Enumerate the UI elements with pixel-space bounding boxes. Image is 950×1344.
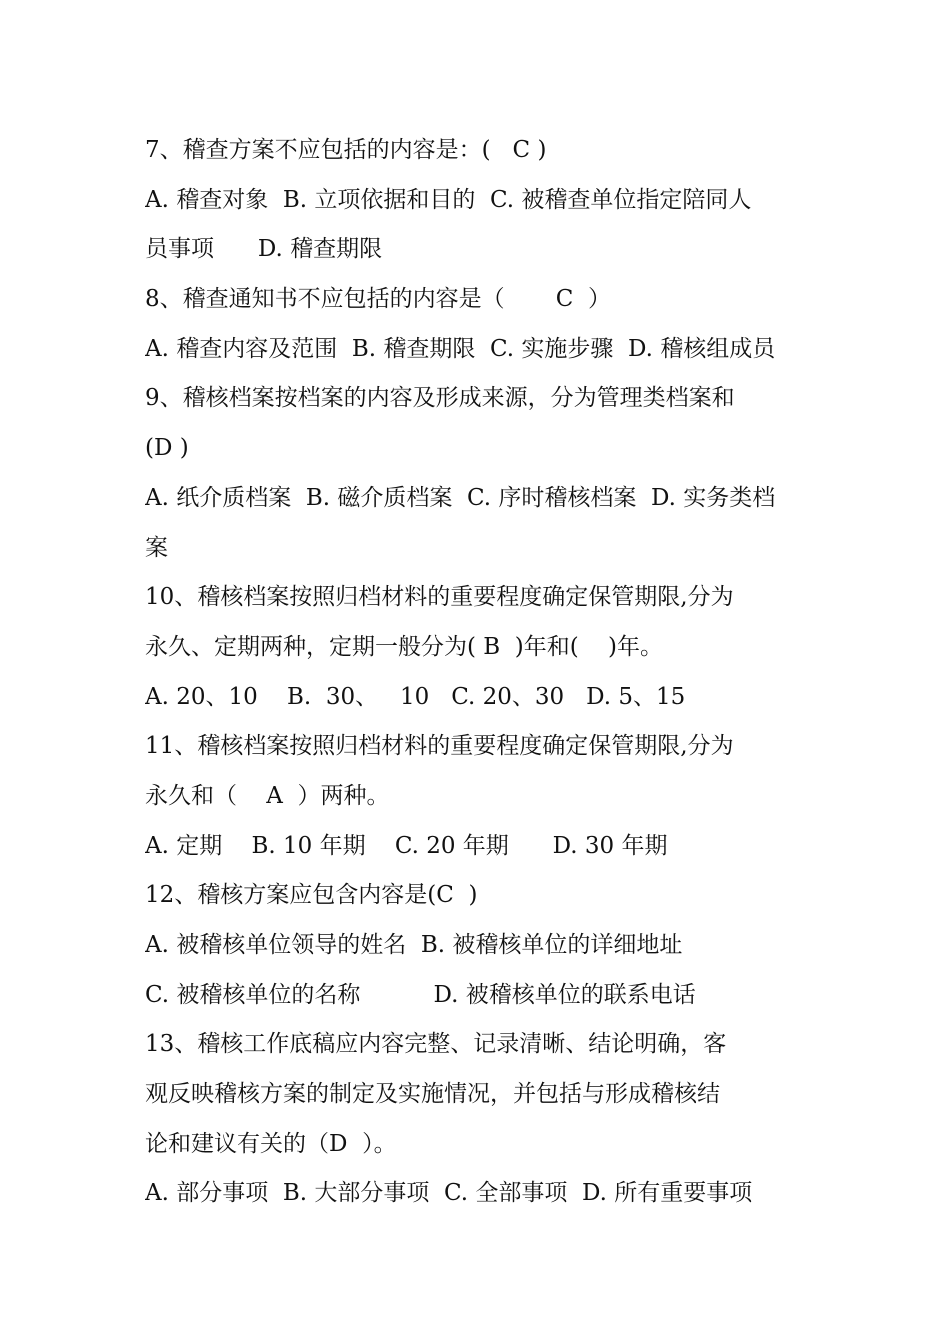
question-10-stem-cont: 永久、定期两种，定期一般分为( B )年和( )年。: [145, 633, 663, 660]
question-9-options-cont: 案: [145, 534, 168, 561]
question-11-stem: 11、稽核档案按照归档材料的重要程度确定保管期限,分为: [145, 733, 734, 760]
question-7-options-cont: 员事项 D. 稽查期限: [145, 236, 383, 263]
question-9-stem-cont: (D ): [145, 435, 189, 462]
question-10-options: A. 20、10 B. 30、 10 C. 20、30 D. 5、15: [145, 683, 686, 710]
question-7-stem: 7、稽查方案不应包括的内容是：( C ): [145, 137, 547, 163]
question-9-stem: 9、稽核档案按档案的内容及形成来源，分为管理类档案和: [145, 385, 735, 412]
question-13-stem: 13、稽核工作底稿应内容完整、记录清晰、结论明确，客: [145, 1031, 727, 1058]
question-8-stem: 8、稽查通知书不应包括的内容是（ C ）: [145, 286, 612, 313]
question-11-options: A. 定期 B. 10 年期 C. 20 年期 D. 30 年期: [145, 832, 668, 859]
question-9-options: A. 纸介质档案 B. 磁介质档案 C. 序时稽核档案 D. 实务类档: [145, 484, 776, 511]
question-10-stem: 10、稽核档案按照归档材料的重要程度确定保管期限,分为: [145, 584, 734, 611]
question-12-options-ab: A. 被稽核单位领导的姓名 B. 被稽核单位的详细地址: [145, 932, 683, 958]
question-7-options: A. 稽查对象 B. 立项依据和目的 C. 被稽查单位指定陪同人: [145, 186, 752, 213]
question-12-stem: 12、稽核方案应包含内容是(C ): [145, 882, 478, 909]
question-13-stem-end: 论和建议有关的（D ）。: [145, 1130, 397, 1157]
question-11-stem-cont: 永久和（ A ）两种。: [145, 782, 390, 809]
question-13-stem-cont: 观反映稽核方案的制定及实施情况，并包括与形成稽核结: [145, 1081, 720, 1108]
question-13-options: A. 部分事项 B. 大部分事项 C. 全部事项 D. 所有重要事项: [145, 1180, 753, 1207]
question-8-options: A. 稽查内容及范围 B. 稽查期限 C. 实施步骤 D. 稽核组成员: [145, 335, 776, 362]
document-body: [145, 126, 810, 1219]
question-12-options-cd: C. 被稽核单位的名称 D. 被稽核单位的联系电话: [145, 981, 696, 1008]
